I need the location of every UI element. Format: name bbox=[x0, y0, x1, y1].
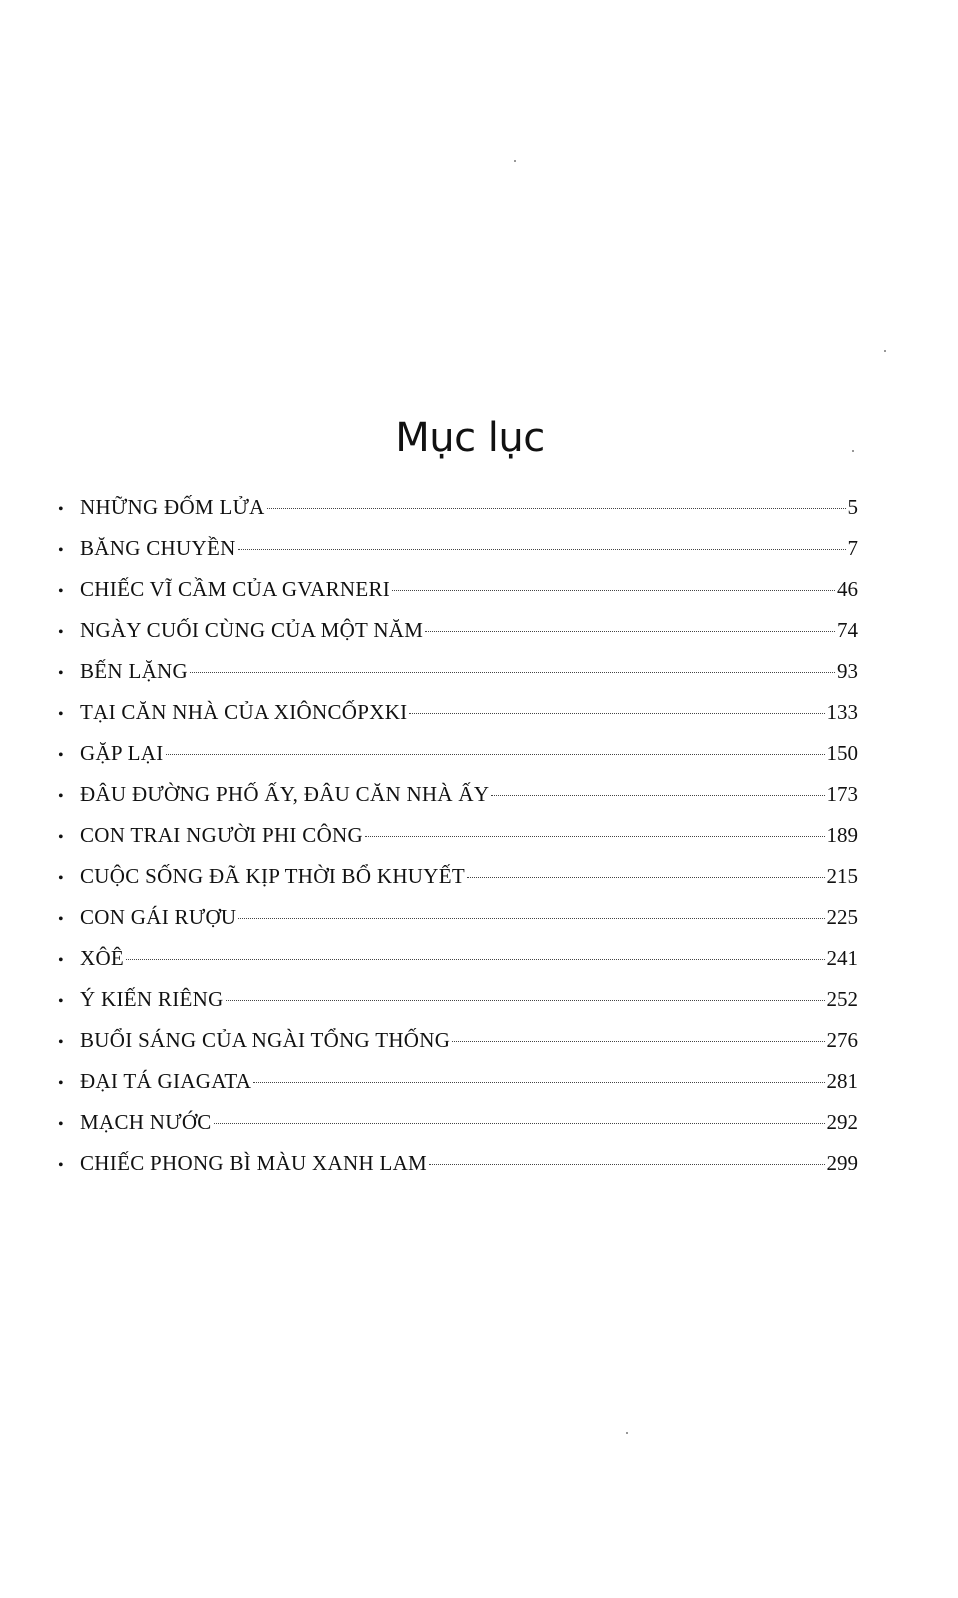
toc-entry-page-number: 93 bbox=[837, 659, 858, 683]
toc-entry bbox=[58, 654, 858, 695]
toc-entry-page-number: 292 bbox=[826, 1110, 858, 1134]
scan-speck bbox=[852, 450, 854, 452]
toc-entry-title: XÔÊ bbox=[80, 946, 125, 970]
toc-entry bbox=[58, 695, 858, 736]
toc-entry-page-number: 7 bbox=[847, 536, 858, 560]
toc-entry bbox=[58, 1146, 858, 1187]
toc-entry bbox=[58, 736, 858, 777]
toc-entry bbox=[58, 982, 858, 1023]
scan-speck bbox=[884, 350, 886, 352]
toc-entry-title: CON TRAI NGƯỜI PHI CÔNG bbox=[80, 823, 363, 847]
toc-entry-page-number: 215 bbox=[826, 864, 858, 888]
toc-entry-title: CUỘC SỐNG ĐÃ KỊP THỜI BỔ KHUYẾT bbox=[80, 864, 465, 888]
toc-entry-title: GẶP LẠI bbox=[80, 741, 164, 765]
toc-entry-page-number: 281 bbox=[826, 1069, 858, 1093]
toc-entry-page-number: 241 bbox=[826, 946, 858, 970]
dot-leader bbox=[190, 672, 835, 673]
bullet-icon: • bbox=[58, 583, 64, 600]
dot-leader bbox=[253, 1082, 824, 1083]
toc-entry-title: CON GÁI RƯỢU bbox=[80, 905, 237, 929]
toc-entry-page-number: 189 bbox=[826, 823, 858, 847]
bullet-icon: • bbox=[58, 952, 64, 969]
toc-entry bbox=[58, 1064, 858, 1105]
toc-entry-title: CHIẾC VĨ CẦM CỦA GVARNERI bbox=[80, 577, 391, 601]
toc-entry bbox=[58, 777, 858, 818]
bullet-icon: • bbox=[58, 870, 64, 887]
bullet-icon: • bbox=[58, 911, 64, 928]
bullet-icon: • bbox=[58, 1075, 64, 1092]
scan-speck bbox=[514, 160, 516, 162]
bullet-icon: • bbox=[58, 747, 64, 764]
toc-entry-page-number: 46 bbox=[837, 577, 858, 601]
toc-entry-page-number: 225 bbox=[826, 905, 858, 929]
toc-entry-title: ĐÂU ĐƯỜNG PHỐ ẤY, ĐÂU CĂN NHÀ ẤY bbox=[80, 782, 490, 806]
bullet-icon: • bbox=[58, 624, 64, 641]
toc-entry bbox=[58, 1105, 858, 1146]
dot-leader bbox=[238, 918, 824, 919]
scan-speck bbox=[626, 1432, 628, 1434]
toc-entry-page-number: 150 bbox=[826, 741, 858, 765]
bullet-icon: • bbox=[58, 706, 64, 723]
page-title: Mục lục bbox=[395, 414, 545, 461]
toc-entry-page-number: 299 bbox=[826, 1151, 858, 1175]
toc-entry-page-number: 5 bbox=[847, 495, 858, 519]
toc-entry bbox=[58, 1023, 858, 1064]
dot-leader bbox=[126, 959, 824, 960]
toc-entry-title: Ý KIẾN RIÊNG bbox=[80, 987, 224, 1011]
toc-entry-page-number: 252 bbox=[826, 987, 858, 1011]
toc-entry bbox=[58, 490, 858, 531]
dot-leader bbox=[452, 1041, 824, 1042]
dot-leader bbox=[365, 836, 825, 837]
bullet-icon: • bbox=[58, 1116, 64, 1133]
toc-entry-title: NHỮNG ĐỐM LỬA bbox=[80, 495, 265, 519]
toc-entry-title: BẾN LẶNG bbox=[80, 659, 188, 683]
dot-leader bbox=[392, 590, 835, 591]
toc-entry bbox=[58, 818, 858, 859]
bullet-icon: • bbox=[58, 1034, 64, 1051]
dot-leader bbox=[409, 713, 824, 714]
bullet-icon: • bbox=[58, 829, 64, 846]
toc-entry-page-number: 74 bbox=[837, 618, 858, 642]
toc-entry-title: MẠCH NƯỚC bbox=[80, 1110, 212, 1134]
bullet-icon: • bbox=[58, 665, 64, 682]
toc-entry-page-number: 276 bbox=[826, 1028, 858, 1052]
toc-entry-title: ĐẠI TÁ GIAGATA bbox=[80, 1069, 252, 1093]
toc-entry bbox=[58, 572, 858, 613]
dot-leader bbox=[425, 631, 835, 632]
bullet-icon: • bbox=[58, 501, 64, 518]
dot-leader bbox=[429, 1164, 824, 1165]
toc-entry-page-number: 133 bbox=[826, 700, 858, 724]
bullet-icon: • bbox=[58, 788, 64, 805]
toc-entry bbox=[58, 859, 858, 900]
toc-entry bbox=[58, 941, 858, 982]
toc-entry bbox=[58, 900, 858, 941]
table-of-contents bbox=[58, 490, 858, 1187]
dot-leader bbox=[491, 795, 824, 796]
toc-entry bbox=[58, 613, 858, 654]
toc-entry-title: BĂNG CHUYỀN bbox=[80, 536, 236, 560]
toc-entry-title: BUỔI SÁNG CỦA NGÀI TỔNG THỐNG bbox=[80, 1028, 451, 1052]
toc-entry-title: CHIẾC PHONG BÌ MÀU XANH LAM bbox=[80, 1151, 428, 1175]
toc-entry-title: TẠI CĂN NHÀ CỦA XIÔNCỐPXKI bbox=[80, 700, 408, 724]
bullet-icon: • bbox=[58, 993, 64, 1010]
dot-leader bbox=[166, 754, 825, 755]
dot-leader bbox=[467, 877, 825, 878]
dot-leader bbox=[214, 1123, 825, 1124]
dot-leader bbox=[267, 508, 846, 509]
bullet-icon: • bbox=[58, 1157, 64, 1174]
toc-entry-title: NGÀY CUỐI CÙNG CỦA MỘT NĂM bbox=[80, 618, 424, 642]
bullet-icon: • bbox=[58, 542, 64, 559]
toc-entry-page-number: 173 bbox=[826, 782, 858, 806]
toc-entry bbox=[58, 531, 858, 572]
dot-leader bbox=[238, 549, 846, 550]
dot-leader bbox=[226, 1000, 825, 1001]
